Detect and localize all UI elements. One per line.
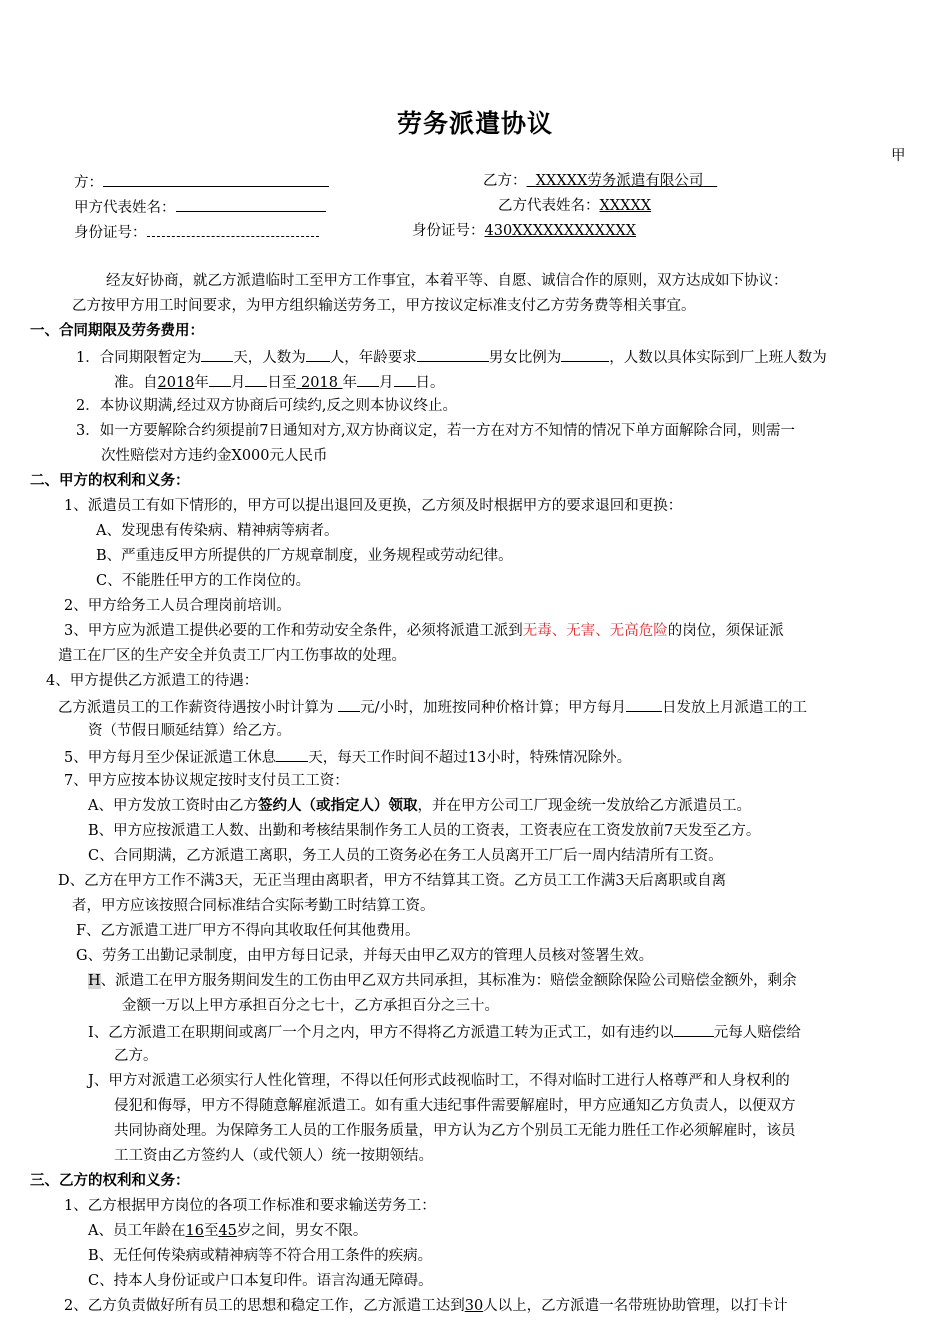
s2-item-5: 5、甲方每月至少保证派遣工休息 天，每天工作时间不超过13小时，特殊情况除外。: [64, 746, 631, 768]
s2-item-4: 4、甲方提供乙方派遣工的待遇：: [46, 673, 259, 689]
s2-item-7j-line-1: J、甲方对派遣工必须实行人性化管理，不得以任何形式歧视临时工，不得对临时工进行人格尊严和人身权利的: [88, 1073, 790, 1089]
s2-item-7i-line-2: 乙方。: [114, 1048, 158, 1064]
s2-item-7j-line-3: 共同协商处理。为保障务工人员的工作服务质量，甲方认为乙方个别员工无能力胜任工作必须解雇时，该员: [114, 1123, 796, 1139]
party-b-label: 乙方：: [483, 173, 527, 189]
s1-item-3-line-1: 3．如一方要解除合约须提前7日通知对方,双方协商议定，若一方在对方不知情的情况下单方面解除合同，则需一: [76, 423, 796, 439]
s2-item-7h-line-2: 金额一万以上甲方承担百分之七十，乙方承担百分之三十。: [122, 998, 499, 1014]
party-a-label: 方：: [74, 175, 103, 191]
s2-item-7g: G、劳务工出勤记录制度，由甲方每日记录，并每天由甲乙双方的管理人员核对签署生效。: [76, 948, 654, 964]
section-1-heading: 一、合同期限及劳务费用：: [30, 322, 204, 339]
s1-item-3-line-2: 次性赔偿对方违约金X000元人民币: [101, 448, 328, 464]
s1-item-1-line-1: 1．合同期限暂定为 天，人数为 人，年龄要求 男女比例为 ，人数以具体实际到厂上班人数为: [76, 346, 827, 368]
safety-requirement-text: 无毒、无害、无高危险: [522, 623, 668, 639]
id-a-label: 身份证号：: [74, 225, 147, 241]
rep-b-line: [498, 196, 651, 216]
s2-item-7: 7、甲方应按本协议规定按时支付员工工资：: [64, 773, 349, 789]
party-a-line: [74, 171, 329, 193]
s2-item-7d-line-2: 者，甲方应该按照合同标准结合实际考勤工时结算工资。: [72, 898, 435, 914]
s3-item-1a: A、员工年龄在16至45岁之间，男女不限。: [88, 1223, 368, 1239]
s1-item-1-line-2: 准。自2018年 月 日至 2018 年 月 日。: [114, 371, 445, 393]
s2-item-7f: F、乙方派遣工进厂甲方不得向其收取任何其他费用。: [76, 923, 420, 939]
s2-item-7a: A、甲方发放工资时由乙方签约人（或指定人）领取，并在甲方公司工厂现金统一发放给乙方派遣员工。: [88, 797, 751, 814]
party-b-name: XXXXX劳务派遣有限公司: [535, 173, 704, 189]
id-b-value: 430XXXXXXXXXXXX: [484, 223, 637, 239]
s3-item-1: 1、乙方根据甲方岗位的各项工作标准和要求输送劳务工：: [64, 1198, 436, 1214]
party-a-blank: [103, 171, 329, 187]
s2-item-7h-line-1: H、派遣工在甲方服务期间发生的工伤由甲乙双方共同承担，其标准为：赔偿金额除保险公司赔偿金额外，剩余: [88, 973, 797, 989]
document-title: 劳务派遣协议: [396, 109, 553, 138]
section-3-heading: 三、乙方的权利和义务：: [30, 1172, 190, 1189]
s2-item-7c: C、合同期满，乙方派遣工离职，务工人员的工资务必在务工人员离开工厂后一周内结清所有工资。: [88, 848, 723, 864]
s2-item-1a: A、发现患有传染病、精神病等病者。: [96, 523, 339, 539]
s2-item-3-line-2: 遣工在厂区的生产安全并负责工厂内工伤事故的处理。: [58, 648, 406, 664]
s2-item-1b: B、严重违反甲方所提供的厂方规章制度，业务规程或劳动纪律。: [96, 548, 513, 564]
rep-b-label: 乙方代表姓名：: [498, 198, 600, 214]
id-a-blank: [147, 221, 319, 237]
s1-item-2: 2．本协议期满,经过双方协商后可续约,反之则本协议终止。: [76, 398, 457, 414]
s3-item-2: 2、乙方负责做好所有员工的思想和稳定工作，乙方派遣工达到30人以上，乙方派遣一名带班协助管理，以打卡计: [64, 1298, 788, 1314]
rep-a-blank: [176, 196, 326, 212]
s2-item-3-line-1: 3、甲方应为派遣工提供必要的工作和劳动安全条件，必须将派遣工派到无毒、无害、无高危险的岗位，须保证派: [64, 623, 784, 639]
s3-item-1c: C、持本人身份证或户口本复印件。语言沟通无障碍。: [88, 1273, 433, 1289]
rep-a-label: 甲方代表姓名：: [74, 200, 176, 216]
s2-item-1: 1、派遣员工有如下情形的，甲方可以提出退回及更换，乙方须及时根据甲方的要求退回和更换：: [64, 498, 683, 514]
party-a-char: 甲: [891, 148, 906, 164]
party-b-line: [483, 171, 717, 191]
id-a-line: [74, 221, 319, 243]
intro-line-1: 经友好协商，就乙方派遣临时工至甲方工作事宜，本着平等、自愿、诚信合作的原则，双方达成如下协议：: [106, 273, 788, 289]
s2-item-7d-line-1: D、乙方在甲方工作不满3天，无正当理由离职者，甲方不结算其工资。乙方员工工作满3天后离职或自离: [58, 873, 727, 889]
section-2-heading: 二、甲方的权利和义务：: [30, 472, 190, 489]
id-b-line: [412, 221, 636, 241]
s2-item-7b: B、甲方应按派遣工人数、出勤和考核结果制作务工人员的工资表，工资表应在工资发放前7天发至乙方。: [88, 823, 761, 839]
s2-item-7j-line-2: 侵犯和侮辱，甲方不得随意解雇派遣工。如有重大违纪事件需要解雇时，甲方应通知乙方负责人，以便双方: [114, 1098, 796, 1114]
s2-item-7j-line-4: 工工资由乙方签约人（或代领人）统一按期领结。: [114, 1148, 433, 1164]
s2-item-4a-line-2: 资（节假日顺延结算）给乙方。: [88, 723, 291, 739]
intro-line-2: 乙方按甲方用工时间要求，为甲方组织输送劳务工，甲方按议定标准支付乙方劳务费等相关事宜。: [72, 298, 696, 314]
rep-a-line: [74, 196, 326, 218]
s2-item-1c: C、不能胜任甲方的工作岗位的。: [96, 573, 311, 589]
id-b-label: 身份证号：: [412, 223, 485, 239]
s3-item-1b: B、无任何传染病或精神病等不符合用工条件的疾病。: [88, 1248, 433, 1264]
s2-item-7i-line-1: I、乙方派遣工在职期间或离厂一个月之内，甲方不得将乙方派遣工转为正式工，如有违约以 元每人赔偿给: [88, 1021, 801, 1043]
s2-item-4a-line-1: 乙方派遣员工的工作薪资待遇按小时计算为 元/小时，加班按同种价格计算；甲方每月 日发放上月派遣工的工: [58, 696, 807, 718]
rep-b-value: XXXXX: [599, 198, 652, 214]
s2-item-2: 2、甲方给务工人员合理岗前培训。: [64, 598, 291, 614]
